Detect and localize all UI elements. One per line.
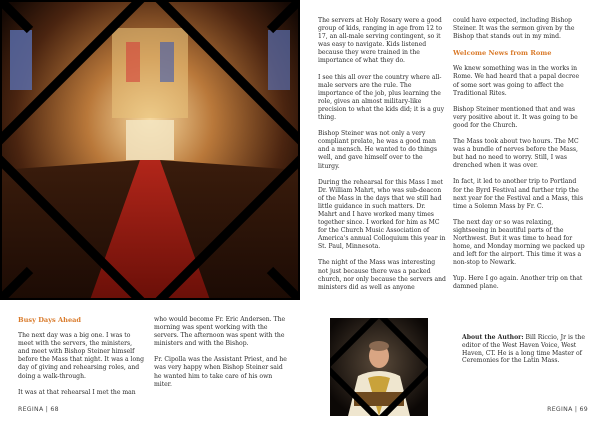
paragraph: Yup. Here I go again. Another trip on that damned plane. [453, 275, 583, 291]
paragraph: We knew something was in the works in Rome. We had heard that a papal decree of some sort was going to affect the Traditional Rites. [453, 65, 580, 97]
paragraph: During the rehearsal for this Mass I met Dr. William Mahrt, who was sub-deacon of the Mass in the days that we still had little guidance in such matters. Dr. Mahrt and I have worked many times together since. I worked for him as MC for the Church Music Association of America's annual Colloquium this year in St. Paul, Minnesota. [318, 178, 446, 251]
author-label: About the Author: [462, 334, 524, 341]
paragraph: The next day or so was relaxing, sightseeing in beautiful parts of the Northwest. But it was time to head for home, and Monday morning we packed up and left for the airport. This time it was a non-stop to Newark. [453, 218, 585, 267]
section-heading-busy-days: Busy Days Ahead [18, 316, 82, 324]
page-number-left: REGINA | 68 [18, 406, 59, 413]
about-the-author [462, 334, 588, 365]
paragraph: I see this all over the country where all-male servers are the rule. The importance of the job, plus learning the role, gives an almost military-like precision to what the kids did; it is a guy thing. [318, 73, 445, 122]
paragraph: In fact, it led to another trip to Portland for the Byrd Festival and further trip the next year for the Festival and a Mass, this time a Solemn Mass by Fr. C. [453, 178, 583, 210]
bishop-portrait-photo [330, 318, 428, 416]
paragraph: It was at that rehearsal I met the man [18, 388, 136, 396]
paragraph: could have expected, including Bishop Steiner. It was the sermon given by the Bishop that stands out in my mind. [453, 17, 575, 41]
section-heading-welcome-news: Welcome News from Rome [453, 49, 552, 58]
paragraph: Bishop Steiner was not only a very compliant prelate, he was a good man and a mensch. He wanted to do things well, and gave himself over to the liturgy. [318, 130, 437, 170]
paragraph: who would become Fr. Eric Andersen. The morning was spent working with the servers. The afternoon was spent with the ministers and with the Bishop. [154, 316, 286, 348]
left-page-column-2 [154, 316, 290, 397]
right-page-column-1 [318, 17, 446, 300]
paragraph: The Mass took about two hours. The MC was a bundle of nerves before the Mass, but had no need to worry. Still, I was drenched when it was over. [453, 138, 579, 170]
paragraph: The night of the Mass was interesting not just because there was a packed church, nor only because the servers and ministers did as well as anyone [318, 259, 446, 291]
paragraph: Fr. Cipolla was the Assistant Priest, and he was very happy when Bishop Steiner said he wanted him to take care of his own miter. [154, 356, 287, 388]
page-number-right: REGINA | 69 [547, 406, 588, 413]
left-page-column-1 [18, 316, 144, 405]
paragraph: Bishop Steiner mentioned that and was very positive about it. It was going to be good for the Church. [453, 105, 578, 129]
paragraph: The next day was a big one. I was to meet with the servers, the ministers, and meet with Bishop Steiner himself before the Mass that night. It was a long day of giving and rehearsing roles, and doing a walk-through. [18, 332, 145, 380]
church-interior-photo [0, 0, 300, 300]
paragraph: The servers at Holy Rosary were a good group of kids, ranging in age from 12 to 17, an all-male serving contingent, so it was easy to navigate. Kids listened because they were trained in the importance of what they do. [318, 17, 442, 65]
stained-glass-lattice-frame [0, 0, 300, 300]
right-page-column-2 [453, 17, 586, 300]
author-bio: Bill Riccio, Jr is the editor of the West Haven Voice, West Haven, CT. He is a long time Master of Ceremonies for the Latin Mass. [462, 334, 585, 365]
